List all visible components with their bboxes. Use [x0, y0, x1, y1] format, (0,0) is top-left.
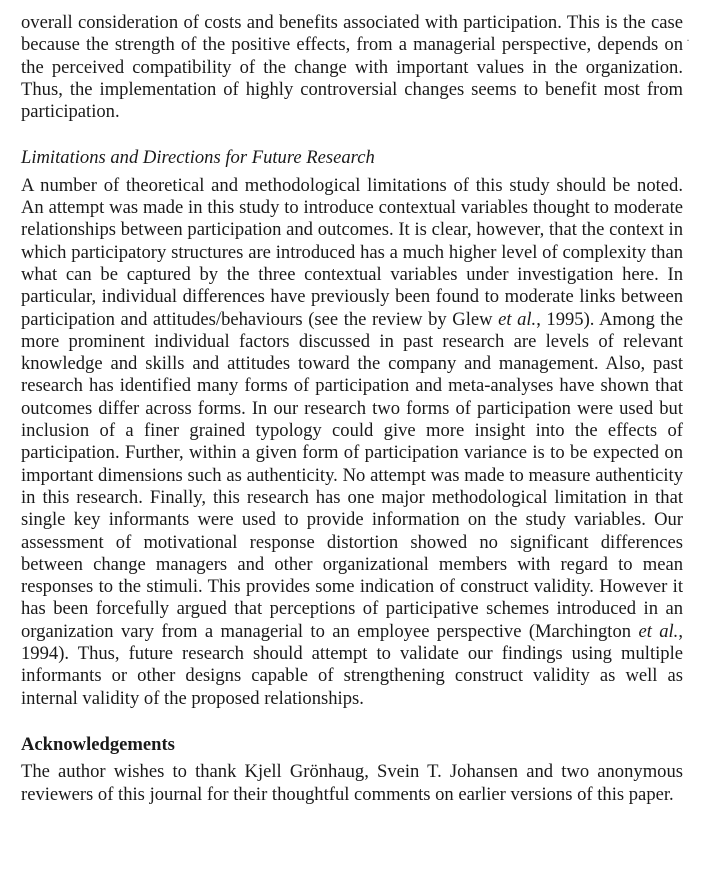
limitations-text-3: , 1994). Thus, future research should attempt to validate our findings using multiple informants or other designs capable of strengthening construct validity as well as internal validity of the proposed relationships.	[21, 620, 683, 709]
acknowledgements-heading: Acknowledgements	[21, 733, 175, 755]
citation-et-al-glew: et al.	[498, 308, 537, 330]
margin-dot-mark: ·	[686, 33, 690, 47]
limitations-text-2: , 1995). Among the more prominent individual factors discussed in past research are levels of relevant knowledge and skills and attitudes toward the company and management. Also, past research has identified many forms of participation and meta-analyses have shown that outcomes differ across forms. In our research two forms of participation were used but inclusion of a finer grained typology could give more insight into the effects of participation. Further, within a given form of participation variance is to be expected on important dimensions such as authenticity. No attempt was made to measure authenticity in this research. Finally, this research has one major methodological limitation in that single key informants were used to provide information on the study variables. Our assessment of motivational response distortion showed no significant differences between change managers and other organizational members with regard to mean responses to the stimuli. This provides some indication of construct validity. However it has been forcefully argued that perceptions of participative schemes introduced in an organization vary from a managerial to an employee perspective (Marchington	[21, 308, 684, 642]
limitations-heading: Limitations and Directions for Future Research	[21, 147, 375, 169]
acknowledgements-paragraph: The author wishes to thank Kjell Grönhaug, Svein T. Johansen and two anonymous reviewers of this journal for their thoughtful comments on earlier versions of this paper.	[21, 761, 683, 805]
limitations-text-1: A number of theoretical and methodological limitations of this study should be noted. An attempt was made in this study to introduce contextual variables thought to moderate relationships between participation and outcomes. It is clear, however, that the context in which participatory structures are introduced has a much higher level of complexity than what can be captured by the three contextual variables under investigation here. In particular, individual differences have previously been found to moderate links between participation and attitudes/behaviours (see the review by Glew	[21, 174, 683, 330]
page-body	[21, 12, 683, 806]
limitations-paragraph	[21, 175, 683, 710]
citation-et-al-marchington: et al.	[638, 620, 679, 642]
intro-paragraph: overall consideration of costs and benefits associated with participation. This is the case because the strength of the positive effects, from a managerial perspective, depends on the perceived compatibility of the change with important values in the organization. Thus, the implementation of highly controversial changes seems to benefit most from participation.	[21, 12, 683, 123]
